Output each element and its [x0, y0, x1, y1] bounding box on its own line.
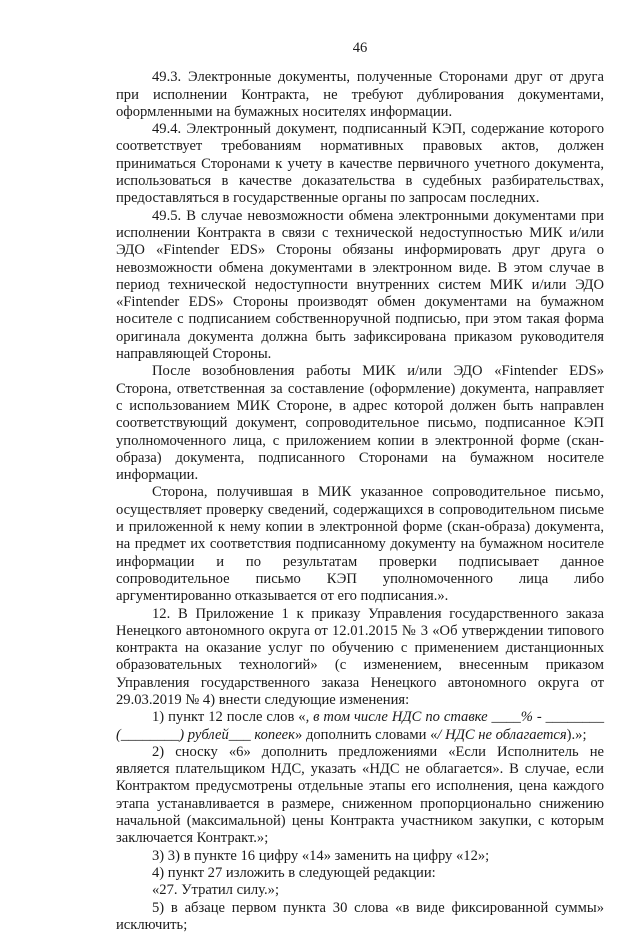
paragraph-12: 12. В Приложение 1 к приказу Управления государственного заказа Ненецкого автономного округа от 12.01.2015 № 3 «Об утверждении типового контракта на оказание услуг по обучению с применением дистанционных образовательных технологий» (с изменением, внесенным приказом Управления государственного заказа Ненецкого автономного округа от 29.03.2019 № 4) внести следующие изменения:	[116, 605, 604, 708]
list-item-4-text: «27. Утратил силу.»;	[152, 882, 279, 899]
paragraph-49-5: 49.5. В случае невозможности обмена электронными документами при исполнении Контракта в связи с технической недоступностью МИК и/или ЭДО «Fintender EDS» Стороны обязаны информировать друг друга о невозможности обмена документами в электронном виде. В этом случае в период технической недоступности внутренних систем МИК и/или ЭДО «Fintender EDS» Стороны производят обмен документами на бумажном носителе с подписанием собственноручной подписью, при этом такая форма оригинала документа должна быть зафиксирована приказом руководителя направляющей Стороны.	[116, 207, 604, 363]
list-item-4: 4) пункт 27 изложить в следующей редакции:	[152, 864, 436, 881]
list-item-1	[116, 709, 604, 744]
list-item-5: 5) в абзаце первом пункта 30 слова «в виде фиксированной суммы» исключить;	[116, 899, 604, 933]
paragraph-receiving-party: Сторона, получившая в МИК указанное сопроводительное письмо, осуществляет проверку сведений, содержащихся в сопроводительном письме и приложенной к нему копии в электронной форме (скан-образа) документа, на предмет их соответствия подписанному документу на бумажном носителе информации и по результатам проверки подписывает данное сопроводительное письмо КЭП уполномоченного лица либо аргументированно отказывается от его подписания.».	[116, 484, 604, 605]
page-number: 46	[352, 40, 368, 56]
paragraph-49-4: 49.4. Электронный документ, подписанный КЭП, содержание которого соответствует требованиям нормативных правовых актов, должен приниматься Сторонами к учету в качестве первичного учетного документа, использоваться в качестве доказательства в судебных разбирательствах, предоставляться в государственные органы по запросам последних.	[116, 121, 604, 207]
paragraph-49-3: 49.3. Электронные документы, полученные Сторонами друг от друга при исполнении Контракта, не требуют дублирования документами, оформленными на бумажных носителях информации.	[116, 69, 604, 120]
list-item-1-italic-vat: / НДС не облагается	[437, 726, 567, 743]
list-item-1-middle: » дополнить словами «	[295, 726, 438, 743]
list-item-1-suffix: ).»;	[566, 726, 587, 743]
list-item-3: 3) 3) в пункте 16 цифру «14» заменить на цифру «12»;	[152, 847, 490, 864]
list-item-1-italic-price: , в том числе НДС по ставке ____% - ________ (________) рублей___ копеек	[116, 709, 605, 743]
list-item-1-prefix: 1) пункт 12 после слов «	[152, 709, 306, 726]
paragraph-resumption: После возобновления работы МИК и/или ЭДО «Fintender EDS» Сторона, ответственная за составление (оформление) документа, направляет с использованием МИК Стороне, в адрес которой должен быть направлен соответствующий документ, сопроводительное письмо, подписанное КЭП уполномоченного лица, с приложением копии в электронной форме (скан-образа) документа, подписанного Сторонами на бумажном носителе информации.	[116, 363, 604, 484]
list-item-2: 2) сноску «6» дополнить предложениями «Если Исполнитель не является плательщиком НДС, указать «НДС не облагается». В случае, если Контрактом предусмотрены отдельные этапы его исполнения, цена каждого этапа устанавливается в размере, сниженном пропорционально снижению начальной (максимальной) цены Контракта участником закупки, с которым заключается Контракт.»;	[116, 743, 604, 847]
